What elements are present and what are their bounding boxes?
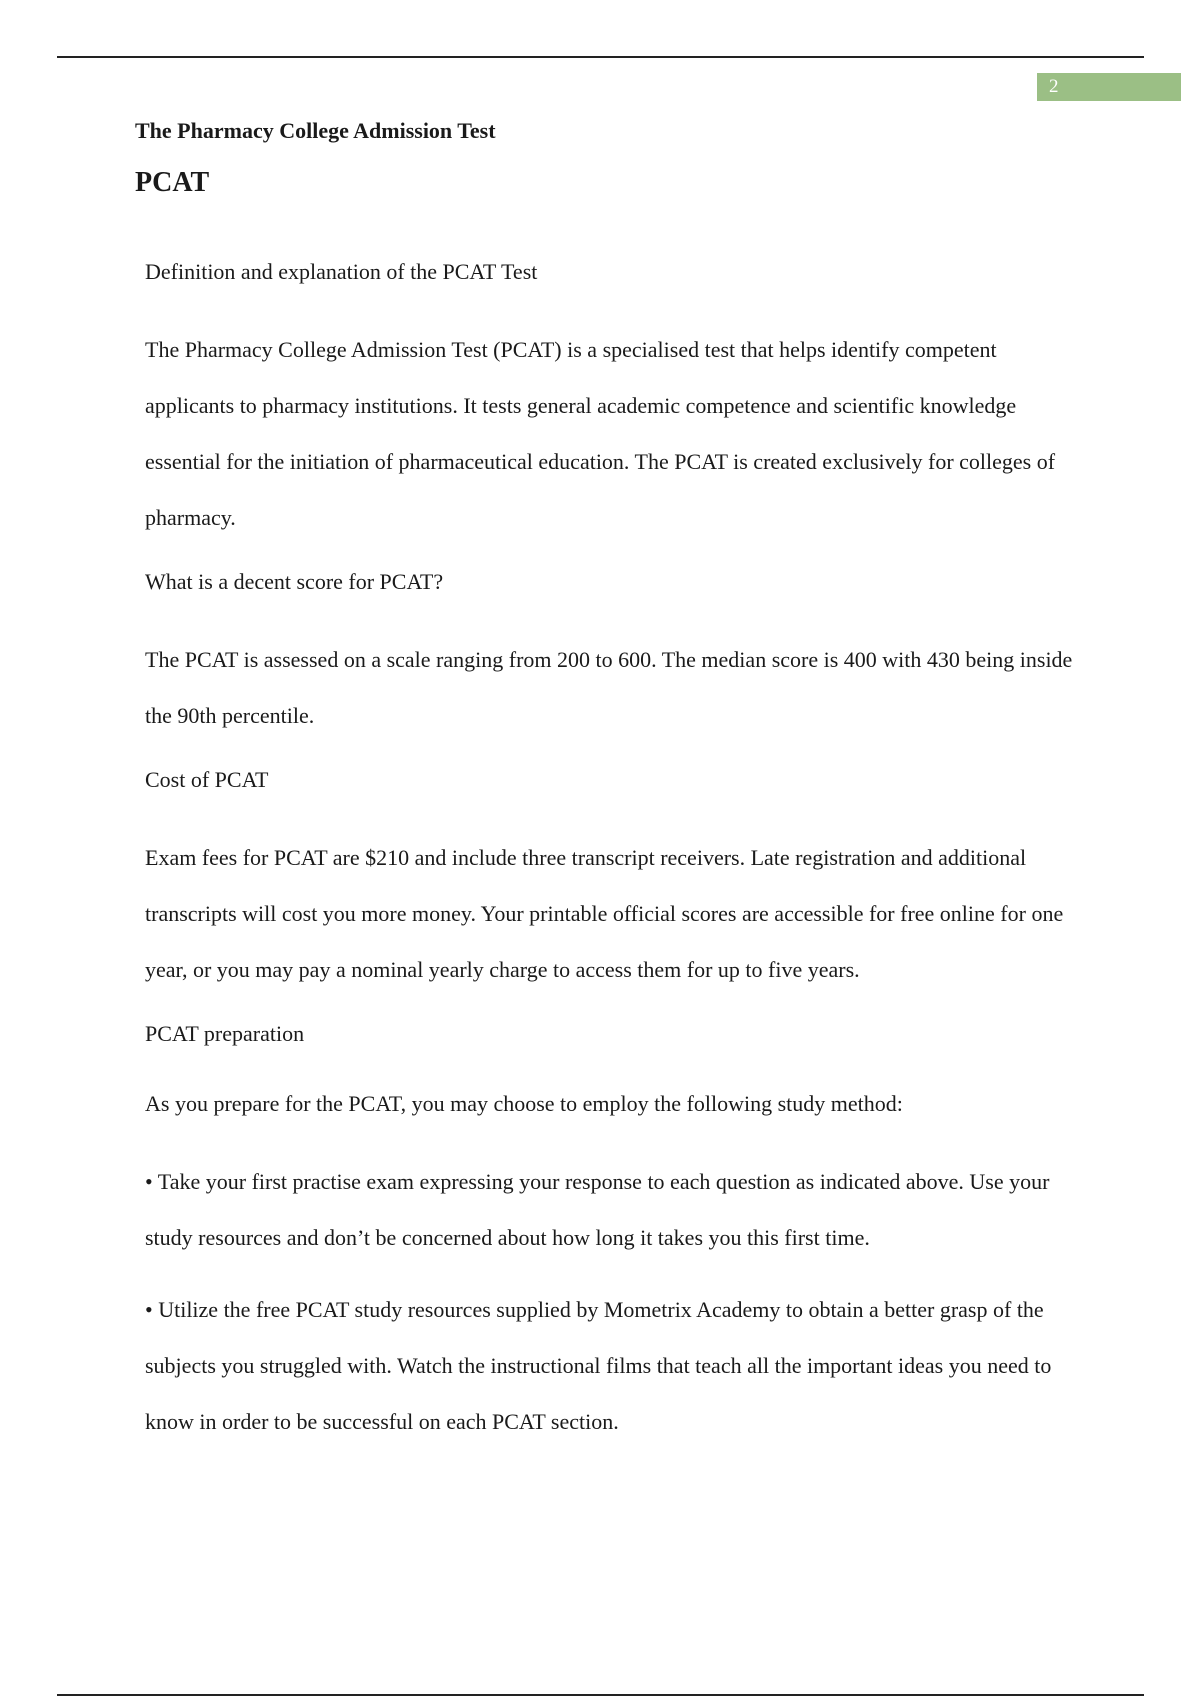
- section-heading: Cost of PCAT: [145, 767, 269, 792]
- section-heading: Definition and explanation of the PCAT Test: [145, 259, 538, 284]
- section-heading: PCAT preparation: [145, 1021, 305, 1046]
- section-paragraph: As you prepare for the PCAT, you may choose to employ the following study method:: [145, 1091, 903, 1116]
- footer-rule: [57, 1694, 1144, 1696]
- bullet-item: • Take your first practise exam expressing your response to each question as indicated above. Use your study resources and don’t be concerned about how long it takes you this first time.: [145, 1169, 1050, 1250]
- bullet-item: • Utilize the free PCAT study resources supplied by Mometrix Academy to obtain a better grasp of the subjects you struggled with. Watch the instructional films that teach all the important ideas you need to know in order to be successful on each PCAT section.: [145, 1297, 1052, 1434]
- section-heading: What is a decent score for PCAT?: [145, 569, 444, 594]
- section-paragraph: The Pharmacy College Admission Test (PCAT) is a specialised test that helps identify competent applicants to pharmacy institutions. It tests general academic competence and scientific knowledge essential for the initiation of pharmaceutical education. The PCAT is created exclusively for colleges of pharmacy.: [145, 337, 1056, 530]
- document-title: The Pharmacy College Admission Test: [135, 118, 496, 143]
- document-subtitle: PCAT: [135, 167, 210, 198]
- section-paragraph: Exam fees for PCAT are $210 and include three transcript receivers. Late registration and additional transcripts will cost you more money. Your printable official scores are accessible for free online for one year, or you may pay a nominal yearly charge to access them for up to five years.: [145, 845, 1064, 982]
- header-rule: [57, 56, 1144, 58]
- document-body: [145, 252, 1080, 1450]
- page-number: 2: [1049, 76, 1059, 97]
- page-number-badge: [1037, 73, 1181, 101]
- section-paragraph: The PCAT is assessed on a scale ranging from 200 to 600. The median score is 400 with 430 being inside the 90th percentile.: [145, 647, 1073, 728]
